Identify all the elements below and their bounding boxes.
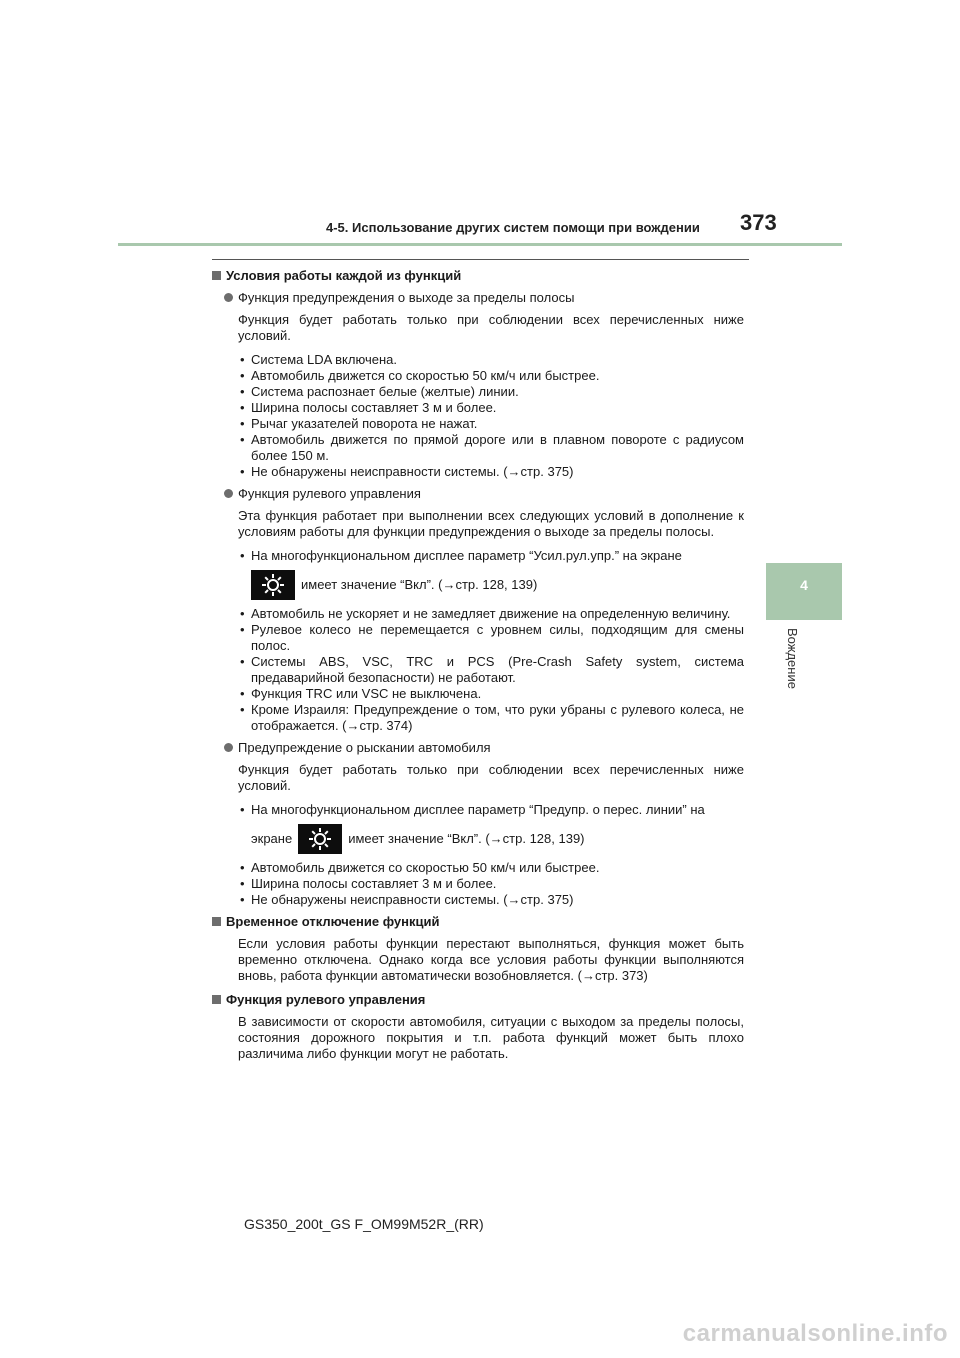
icon-line-text: имеет значение “Вкл”. (→стр. 128, 139) (348, 831, 585, 846)
chapter-tab (766, 563, 842, 620)
section-heading-steering-function: Функция рулевого управления (212, 992, 744, 1008)
chapter-number: 4 (800, 577, 808, 593)
list-item: • Автомобиль движется со скоростью 50 км/ч или быстрее. (238, 368, 744, 384)
section-heading-conditions: Условия работы каждой из функций (212, 268, 744, 284)
list-item: • Системы ABS, VSC, TRC и PCS (Pre-Crash Safety system, система предаварийной безопасности) не работают. (238, 654, 744, 686)
header-section-title: 4-5. Использование других систем помощи при вождении (326, 220, 700, 235)
page-number: 373 (740, 210, 777, 235)
icon-line (251, 824, 744, 854)
icon-line-text: имеет значение “Вкл”. (→стр. 128, 139) (301, 577, 538, 592)
list-item: • Кроме Израиля: Предупреждение о том, что руки убраны с рулевого колеса, не отображается. (→стр. 374) (238, 702, 744, 734)
gear-icon (251, 570, 295, 600)
list-item: • Система LDA включена. (238, 352, 744, 368)
page-content (212, 268, 744, 1070)
list-item: • Ширина полосы составляет 3 м и более. (238, 876, 744, 892)
subheading-lane-departure-warning: Функция предупреждения о выходе за пределы полосы (224, 290, 744, 306)
paragraph: Эта функция работает при выполнении всех следующих условий в дополнение к условиям работы для функции предупреждения о выходе за пределы полосы. (238, 508, 744, 539)
content-top-rule (212, 259, 749, 260)
list-item: • Автомобиль движется по прямой дороге или в плавном повороте с радиусом более 150 м. (238, 432, 744, 464)
list-item (238, 802, 744, 854)
list-item: • Автомобиль не ускоряет и не замедляет движение на определенную величину. (238, 606, 744, 622)
list-item: • Автомобиль движется со скоростью 50 км/ч или быстрее. (238, 860, 744, 876)
gear-icon (298, 824, 342, 854)
paragraph: Функция будет работать только при соблюдении всех перечисленных ниже условий. (238, 312, 744, 343)
chapter-label: Вождение (785, 628, 800, 689)
list-item: • Рулевое колесо не перемещается с уровнем силы, подходящим для смены полос. (238, 622, 744, 654)
icon-line (251, 570, 744, 600)
list-item-text: На многофункциональном дисплее параметр “Предупр. о перес. линии” на (251, 802, 705, 817)
paragraph: Если условия работы функции перестают выполняться, функция может быть временно отключена. Однако когда все условия работы функции выполняются вновь, работа функции автоматически возобновляется. (→стр. 373) (238, 936, 744, 983)
subheading-yaw-warning: Предупреждение о рыскании автомобиля (224, 740, 744, 756)
watermark: carmanualsonline.info (682, 1320, 948, 1347)
list-item: • Функция TRC или VSC не выключена. (238, 686, 744, 702)
footer-code: GS350_200t_GS F_OM99M52R_(RR) (244, 1216, 484, 1232)
list-item: • Рычаг указателей поворота не нажат. (238, 416, 744, 432)
list-item: • Не обнаружены неисправности системы. (→стр. 375) (238, 892, 744, 908)
paragraph: Функция будет работать только при соблюдении всех перечисленных ниже условий. (238, 762, 744, 793)
paragraph: В зависимости от скорости автомобиля, ситуации с выходом за пределы полосы, состояния дорожного покрытия и т.п. работа функций может быть плохо различима либо функции могут не работать. (238, 1014, 744, 1061)
bullet-list (238, 352, 744, 480)
list-item (238, 548, 744, 600)
icon-line-lead: экране (251, 831, 293, 846)
list-item: • Не обнаружены неисправности системы. (→стр. 375) (238, 464, 744, 480)
header-rule (118, 243, 842, 246)
section-heading-temporary-disable: Временное отключение функций (212, 914, 744, 930)
list-item: • Ширина полосы составляет 3 м и более. (238, 400, 744, 416)
list-item: • Система распознает белые (желтые) линии. (238, 384, 744, 400)
bullet-list (238, 802, 744, 908)
list-item-text: На многофункциональном дисплее параметр “Усил.рул.упр.” на экране (251, 548, 682, 563)
subheading-steering-function: Функция рулевого управления (224, 486, 744, 502)
bullet-list (238, 548, 744, 734)
